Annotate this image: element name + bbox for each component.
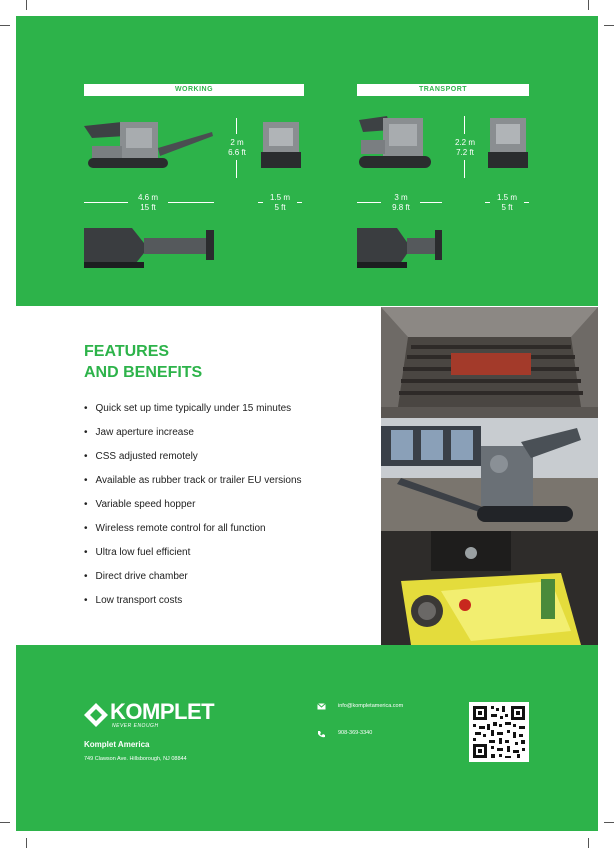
feature-item: • Jaw aperture increase bbox=[84, 425, 302, 449]
transport-top-view-image bbox=[357, 226, 443, 270]
transport-length-line bbox=[420, 202, 442, 203]
transport-length bbox=[381, 193, 421, 213]
working-height bbox=[218, 138, 256, 158]
features-title bbox=[84, 341, 202, 383]
feature-item: • Available as rubber track or trailer EU versions bbox=[84, 473, 302, 497]
working-length bbox=[128, 193, 168, 213]
working-height-line bbox=[236, 118, 237, 134]
transport-length-ft: 9.8 ft bbox=[392, 203, 410, 212]
transport-header: TRANSPORT bbox=[357, 84, 529, 96]
control-panel-photo bbox=[381, 531, 598, 645]
phone-number[interactable]: 908-369-3340 bbox=[338, 730, 373, 736]
working-header: WORKING bbox=[84, 84, 304, 96]
feature-item: • Low transport costs bbox=[84, 593, 302, 617]
working-width-ft: 5 ft bbox=[274, 203, 286, 212]
crop-mark bbox=[588, 838, 589, 848]
crop-mark bbox=[604, 822, 614, 823]
mail-icon bbox=[317, 703, 326, 710]
brand-name: KOMPLET bbox=[110, 699, 215, 724]
working-height-m: 2 m bbox=[230, 138, 244, 147]
features-title-line2: AND BENEFITS bbox=[84, 364, 203, 381]
transport-height bbox=[446, 138, 484, 158]
company-address: 749 Clawson Ave. Hillsborough, NJ 08844 bbox=[84, 756, 187, 762]
transport-length-line bbox=[357, 202, 381, 203]
phone-icon bbox=[317, 730, 325, 738]
feature-item: • Wireless remote control for all function bbox=[84, 521, 302, 545]
email-link[interactable]: info@kompletamerica.com bbox=[338, 703, 404, 709]
crusher-outdoor-photo bbox=[381, 418, 598, 531]
crop-mark bbox=[26, 0, 27, 10]
brand-tagline: NEVER ENOUGH bbox=[112, 723, 159, 729]
working-side-view-image bbox=[82, 118, 214, 170]
working-top-view-image bbox=[84, 226, 216, 270]
working-width bbox=[263, 193, 297, 213]
company-name: Komplet America bbox=[84, 740, 150, 749]
transport-height-line bbox=[464, 116, 465, 134]
crop-mark bbox=[0, 25, 10, 26]
transport-height-ft: 7.2 ft bbox=[456, 148, 474, 157]
feature-item: • Direct drive chamber bbox=[84, 569, 302, 593]
working-height-line bbox=[236, 160, 237, 178]
crop-mark bbox=[26, 838, 27, 848]
qr-code[interactable] bbox=[469, 702, 529, 762]
transport-height-m: 2.2 m bbox=[454, 138, 475, 147]
transport-front-view-image bbox=[486, 116, 530, 170]
working-length-line bbox=[84, 202, 128, 203]
transport-length-m: 3 m bbox=[394, 193, 408, 202]
crop-mark bbox=[0, 822, 10, 823]
features-title-line1: FEATURES bbox=[84, 343, 170, 360]
working-width-line bbox=[297, 202, 302, 203]
feature-item: • Ultra low fuel efficient bbox=[84, 545, 302, 569]
feature-item: • Quick set up time typically under 15 minutes bbox=[84, 401, 302, 425]
feature-item: • Variable speed hopper bbox=[84, 497, 302, 521]
working-front-view-image bbox=[259, 120, 303, 170]
working-length-ft: 15 ft bbox=[140, 203, 156, 212]
crop-mark bbox=[604, 25, 614, 26]
crop-mark bbox=[588, 0, 589, 10]
feature-item: • CSS adjusted remotely bbox=[84, 449, 302, 473]
features-list bbox=[84, 401, 302, 617]
jaw-chamber-photo bbox=[381, 307, 598, 418]
transport-width-ft: 5 ft bbox=[501, 203, 513, 212]
transport-width bbox=[490, 193, 524, 213]
transport-side-view-image bbox=[357, 114, 441, 170]
working-height-ft: 6.6 ft bbox=[228, 148, 246, 157]
transport-height-line bbox=[464, 160, 465, 178]
working-length-m: 4.6 m bbox=[137, 193, 158, 202]
transport-width-m: 1.5 m bbox=[496, 193, 517, 202]
working-width-m: 1.5 m bbox=[269, 193, 290, 202]
komplet-logo-icon bbox=[84, 703, 108, 727]
transport-width-line bbox=[524, 202, 529, 203]
working-length-line bbox=[168, 202, 214, 203]
